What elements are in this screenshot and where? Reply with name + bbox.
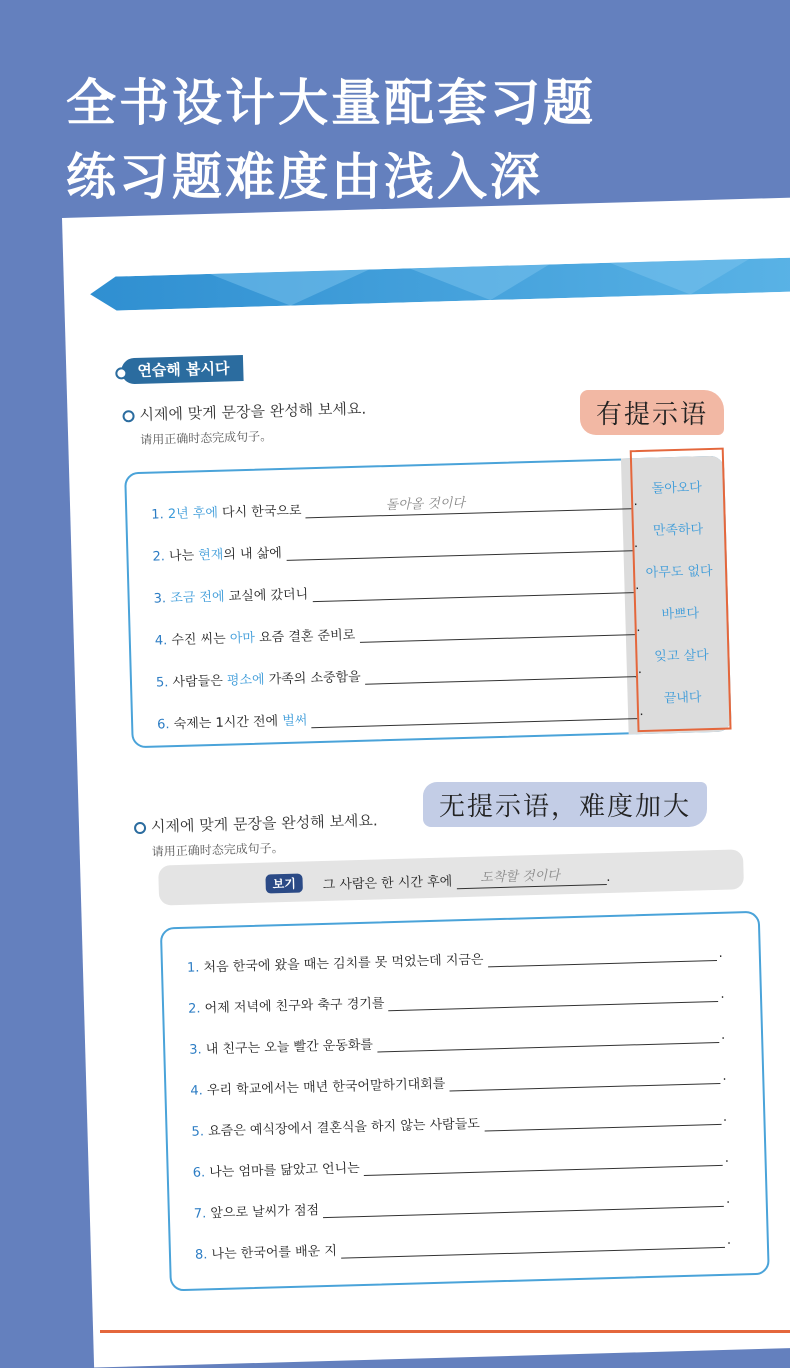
- hint-word: 만족하다: [652, 522, 704, 539]
- exercise1-box: [124, 456, 731, 749]
- answer-blank[interactable]: [377, 1028, 719, 1053]
- exercise-row: 4. 우리 학교에서는 매년 한국어말하기대회를 .: [190, 1068, 727, 1099]
- exercise-row: 6. 숙제는 1시간 전에 벌써 .: [156, 703, 644, 733]
- answer-blank[interactable]: [286, 536, 632, 561]
- sentence-text: 벌써: [282, 713, 308, 730]
- row-number: 4.: [190, 1083, 204, 1099]
- headline-line-2: 练习题难度由浅入深: [66, 148, 543, 206]
- hint-word: 아무도 없다: [645, 563, 713, 581]
- answer-blank[interactable]: [365, 662, 636, 685]
- sentence-text: 사람들은: [172, 673, 228, 691]
- row-number: 1.: [186, 960, 200, 976]
- sentence-text: 평소에: [226, 672, 265, 689]
- row-number: 4.: [154, 633, 168, 649]
- row-number: 5.: [155, 675, 169, 691]
- exercise2-instruction: 시제에 맞게 문장을 완성해 보세요. 请用正确时态完成句子。: [134, 809, 379, 860]
- hint-word: 잊고 살다: [654, 648, 709, 665]
- row-number: 3.: [189, 1042, 202, 1058]
- sentence-text: 아마: [229, 630, 256, 647]
- difficulty-sticker: 无提示语，难度加大: [423, 782, 707, 827]
- exercise-row: 5. 요즘은 예식장에서 결혼식을 하지 않는 사람들도 .: [191, 1109, 728, 1140]
- sentence-text: 처음 한국에 왔을 때는 김치를 못 먹었는데 지금은: [203, 952, 484, 976]
- row-number: 1.: [151, 507, 164, 523]
- section-title: 연습해 봅시다: [121, 355, 244, 384]
- sentence-text: 나는 엄마를 닮았고 언니는: [209, 1161, 360, 1181]
- answer-blank[interactable]: [487, 946, 716, 967]
- exercise-row: 5. 사람들은 평소에 가족의 소중함을 .: [155, 661, 643, 691]
- row-number: 8.: [194, 1247, 208, 1263]
- exercise-row: 2. 어제 저녁에 친구와 축구 경기를 .: [187, 986, 725, 1017]
- sentence-text: 요즘 결혼 준비로: [254, 627, 356, 646]
- sentence-text: 우리 학교에서는 매년 한국어말하기대회를: [206, 1076, 446, 1099]
- sentence-text: 2년 후에: [167, 505, 219, 523]
- answer-blank[interactable]: [312, 578, 633, 602]
- bullet-icon: [115, 367, 127, 379]
- hint-word: 바쁘다: [661, 606, 700, 623]
- sentence-text: 앞으로 날씨가 점점: [210, 1203, 320, 1222]
- answer-blank[interactable]: [359, 620, 634, 643]
- answer-blank[interactable]: [323, 1192, 724, 1218]
- row-number: 3.: [153, 591, 167, 607]
- exercise2-box: [160, 911, 770, 1292]
- sentence-text: 조금 전에: [170, 589, 225, 607]
- sentence-text: 다시 한국으로: [217, 503, 302, 521]
- row-number: 7.: [193, 1206, 207, 1222]
- exercise-row: 7. 앞으로 날씨가 점점 .: [193, 1191, 731, 1222]
- hint-word: 돌아오다: [651, 480, 703, 497]
- answer-blank[interactable]: [449, 1069, 720, 1092]
- exercise1-instruction: 시제에 맞게 문장을 완성해 보세요. 请用正确时态完成句子。: [122, 398, 367, 449]
- exercise-row: 8. 나는 한국어를 배운 지 .: [194, 1232, 732, 1263]
- row-number: 5.: [191, 1124, 205, 1140]
- headline-line-1: 全书设计大量配套习题: [66, 74, 596, 132]
- answer-blank[interactable]: [311, 704, 637, 728]
- hint-word: 끝내다: [663, 690, 702, 707]
- handwritten-answer: 돌아올 것이다: [385, 495, 466, 514]
- circle-bullet-icon: [122, 410, 134, 422]
- exercise-row: 3. 조금 전에 교실에 갔더니 .: [153, 578, 640, 607]
- exercise-row: 3. 내 친구는 오늘 빨간 운동화를 .: [189, 1027, 726, 1058]
- example-tag: 보기: [265, 874, 303, 894]
- sentence-text: 현재: [198, 547, 224, 564]
- sentence-text: 어제 저녁에 친구와 축구 경기를: [204, 996, 385, 1017]
- answer-blank[interactable]: [388, 987, 718, 1011]
- bottom-accent-line: [100, 1330, 790, 1333]
- answer-blank[interactable]: [341, 1233, 725, 1259]
- example-sentence: 그 사람은 한 시간 후에 도착할 것이다 .: [322, 866, 610, 893]
- sentence-text: 나는: [168, 548, 199, 565]
- row-number: 2.: [152, 549, 166, 565]
- sentence-text: 의 내 삶에: [223, 545, 283, 563]
- sentence-text: 가족의 소중함을: [264, 669, 361, 688]
- exercise-row: 1. 2년 후에 다시 한국으로 돌아올 것이다 .: [151, 490, 638, 523]
- sentence-text: 요즘은 예식장에서 결혼식을 하지 않는 사람들도: [207, 1116, 481, 1140]
- answer-blank[interactable]: [305, 494, 631, 518]
- sentence-text: 수진 씨는: [171, 631, 231, 649]
- exercise-row: 4. 수진 씨는 아마 요즘 결혼 준비로 .: [154, 620, 641, 649]
- sentence-text: 내 친구는 오늘 빨간 운동화를: [205, 1037, 374, 1058]
- row-number: 2.: [187, 1001, 201, 1017]
- row-number: 6.: [192, 1165, 206, 1181]
- hint-sticker: 有提示语: [580, 390, 724, 435]
- row-number: 6.: [156, 717, 170, 733]
- answer-blank[interactable]: [484, 1110, 721, 1132]
- arrow-banner: [90, 257, 790, 311]
- sentence-text: 교실에 갔더니: [224, 587, 309, 605]
- circle-bullet-icon: [134, 821, 146, 833]
- exercise-row: 2. 나는 현재의 내 삶에 .: [152, 536, 639, 565]
- sentence-text: 숙제는 1시간 전에: [173, 714, 283, 733]
- exercise-row: 6. 나는 엄마를 닮았고 언니는 .: [192, 1150, 730, 1181]
- sentence-text: 나는 한국어를 배운 지: [211, 1243, 338, 1263]
- exercise-row: 1. 처음 한국에 왔을 때는 김치를 못 먹었는데 지금은 .: [186, 945, 723, 976]
- example-box: [158, 849, 744, 905]
- answer-blank[interactable]: [364, 1151, 723, 1176]
- example-answer: 도착할 것이다: [480, 868, 560, 886]
